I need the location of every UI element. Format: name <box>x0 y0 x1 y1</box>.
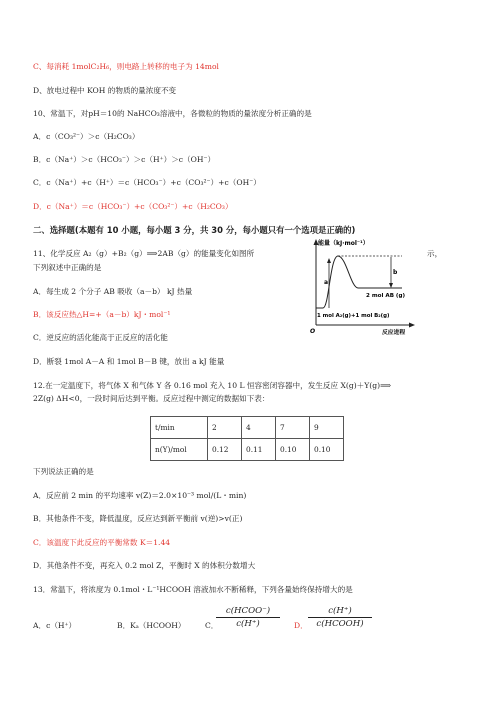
table-cell: t/min <box>151 417 208 439</box>
question-13-option-d-label: D． <box>294 621 308 630</box>
question-13-option-b: B．Kₐ（HCOOH） <box>117 621 186 630</box>
question-12-stem-2: 2Z(g) ΔH<0，一段时间后达到平衡。反应过程中测定的数据如下表： <box>33 394 270 403</box>
fraction-numerator: c(HCOO⁻) <box>225 606 271 616</box>
option-c-previous: C、每消耗 1molC₂H₆，则电路上转移的电子为 14mol <box>33 62 219 71</box>
fraction-numerator: c(H⁺) <box>328 606 352 616</box>
question-13-option-c-fraction <box>216 606 280 629</box>
table-cell: 9 <box>310 417 344 439</box>
table-cell: 4 <box>242 417 276 439</box>
section-2-heading: 二、选择题(本题有 10 小题，每小题 3 分，共 30 分，每小题只有一个选项是正确的) <box>33 225 356 235</box>
question-12-option-a: A．反应前 2 min 的平均速率 v(Z)＝2.0×10⁻³ mol/(L・min) <box>33 491 247 500</box>
question-10-option-d: D．c（Na⁺）＝c（HCO₃⁻）+c（CO₃²⁻）+c（H₂CO₃） <box>33 202 233 211</box>
table-row <box>151 439 344 461</box>
origin-label: O <box>310 328 316 335</box>
question-11-stem: 11、化学反应 A₂（g）+B₂（g）⟹2AB（g）的能量变化如图所 <box>33 249 255 258</box>
table-cell: 7 <box>276 417 310 439</box>
reactant-label: 1 mol A₂(g)+1 mol B₂(g) <box>317 313 390 319</box>
question-11-stem-2: 下列叙述中正确的是 <box>33 263 102 272</box>
b-label: b <box>393 269 398 276</box>
x-axis-arrow <box>409 323 415 328</box>
table-cell: n(Y)/mol <box>151 439 208 461</box>
question-10-option-c: C．c（Na⁺）+c（H⁺）＝c（HCO₃⁻）+c（CO₃²⁻）+c（OH⁻） <box>33 178 261 187</box>
y-axis-label: 能量（kJ·mol⁻¹） <box>318 240 369 247</box>
a-label: a <box>324 279 329 286</box>
question-13-stem: 13．常温下，将浓度为 0.1mol・L⁻¹HCOOH 溶液加水不断稀释，下列各量始终保持增大的是 <box>33 585 353 594</box>
question-10-option-b: B．c（Na⁺）＞c（HCO₃⁻）＞c（H⁺）＞c（OH⁻） <box>33 155 216 164</box>
question-13-option-d-fraction <box>308 606 372 629</box>
question-10-option-a: A．c（CO₃²⁻）＞c（H₂CO₃） <box>33 132 140 141</box>
question-12-option-c: C．该温度下此反应的平衡常数 K＝1.44 <box>33 538 171 547</box>
reaction-data-table <box>150 416 344 461</box>
question-11-stem-tail: 示， <box>427 249 443 258</box>
table-cell: 0.10 <box>276 439 310 461</box>
fraction-denominator: c(HCOOH) <box>316 619 364 629</box>
question-13-option-c-label: C． <box>205 621 219 630</box>
table-cell: 0.10 <box>310 439 344 461</box>
question-11-option-d: D．断裂 1mol A－A 和 1mol B－B 键，放出 a kJ 能量 <box>33 357 225 366</box>
b-arrow-head <box>389 283 393 288</box>
fraction-denominator: c(H⁺) <box>236 619 260 629</box>
question-11-option-c: C．逆反应的活化能高于正反应的活化能 <box>33 333 168 342</box>
table-cell: 2 <box>208 417 242 439</box>
table-header-row <box>151 417 344 439</box>
table-cell: 0.11 <box>242 439 276 461</box>
option-d-previous: D、放电过程中 KOH 的物质的量浓度不变 <box>33 86 177 95</box>
x-axis-label: 反应进程 <box>382 330 406 336</box>
question-13-option-a: A．c（H⁺） <box>33 621 77 630</box>
product-label: 2 mol AB (g) <box>366 293 406 299</box>
question-12-prompt: 下列说法正确的是 <box>33 467 94 476</box>
question-11-option-b: B．该反应热△H=+（a－b）kJ・mol⁻¹ <box>33 310 171 319</box>
question-12-option-d: D．其他条件不变，再充入 0.2 mol Z，平衡时 X 的体积分数增大 <box>33 561 256 570</box>
energy-diagram <box>306 236 416 336</box>
question-11-option-a: A．每生成 2 个分子 AB 吸收（a－b） kJ 热量 <box>33 287 193 296</box>
question-12-option-b: B．其他条件不变，降低温度，反应达到新平衡前 v(逆)>v(正) <box>33 514 243 523</box>
table-cell: 0.12 <box>208 439 242 461</box>
a-arrow-head <box>327 258 331 263</box>
question-12-stem: 12.在一定温度下，将气体 X 和气体 Y 各 0.16 mol 充入 10 L 恒容密闭容器中，发生反应 X(g)＋Y(g)⟹ <box>33 381 391 390</box>
question-10-stem: 10、常温下，对pH＝10的 NaHCO₃溶液中，各微粒的物质的量浓度分析正确的是 <box>33 109 312 118</box>
